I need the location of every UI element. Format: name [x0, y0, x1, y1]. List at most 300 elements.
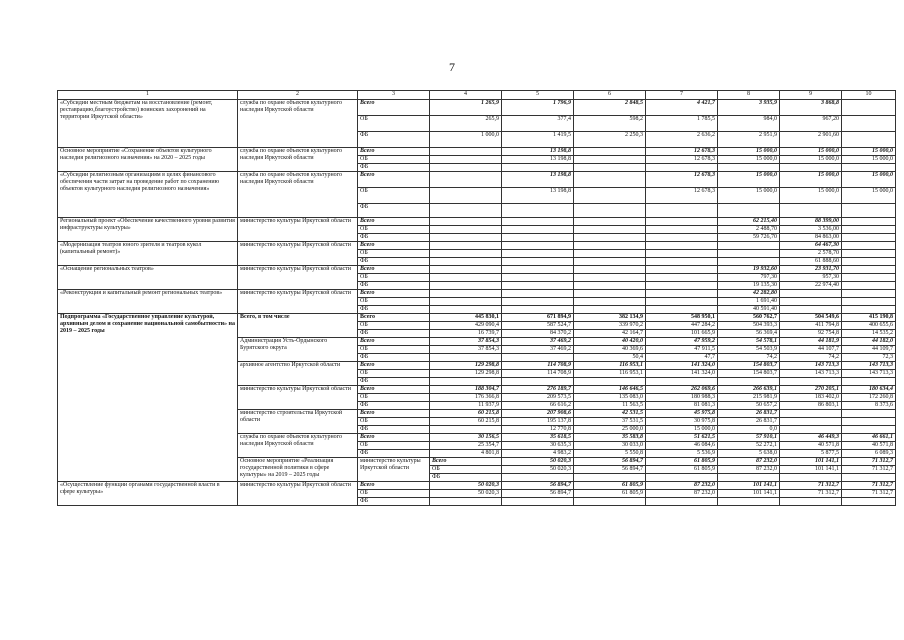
executor-cell: министерство культуры Иркутской области — [238, 266, 358, 290]
value-cell: 14 535,2 — [842, 330, 896, 338]
value-cell: 1 265,9 — [430, 100, 502, 116]
executor-cell: Администрация Усть-Ордынского Бурятского округа — [238, 338, 358, 362]
item-name-cell: «Осуществление функции органами государственной власти в сфере культуры» — [58, 482, 238, 506]
value-cell: 71 312,7 — [842, 490, 896, 498]
value-cell — [646, 226, 718, 234]
value-cell — [430, 226, 502, 234]
value-cell: 13 198,8 — [502, 156, 574, 164]
value-cell — [574, 156, 646, 164]
value-cell — [502, 250, 574, 258]
table-body — [58, 91, 896, 506]
value-cell: 46 084,6 — [646, 442, 718, 450]
value-cell: 797,30 — [718, 274, 780, 282]
value-cell — [718, 378, 780, 386]
value-cell — [430, 306, 502, 314]
value-cell: 429 090,4 — [430, 322, 502, 330]
value-cell: 504 393,3 — [718, 322, 780, 330]
value-cell: 15 000,0 — [718, 148, 780, 156]
value-cell — [646, 274, 718, 282]
value-cell: 47 911,5 — [646, 346, 718, 354]
value-cell — [646, 218, 718, 226]
column-number: 4 — [430, 91, 502, 100]
funding-source-cell: ОБ — [358, 442, 430, 450]
value-cell: 66 616,2 — [502, 402, 574, 410]
value-cell: 114 708,9 — [502, 370, 574, 378]
value-cell: 447 284,2 — [646, 322, 718, 330]
value-cell: 47 959,2 — [646, 338, 718, 346]
value-cell — [842, 234, 896, 242]
value-cell: 60 215,8 — [430, 418, 502, 426]
item-name-cell: «Реконструкция и капитальный ремонт региональных театров» — [58, 290, 238, 314]
value-cell: 154 803,7 — [718, 362, 780, 370]
value-cell: 188 304,7 — [430, 386, 502, 394]
value-cell — [502, 298, 574, 306]
value-cell — [430, 426, 502, 434]
value-cell — [718, 498, 780, 506]
value-cell: 42 531,5 — [574, 410, 646, 418]
value-cell — [502, 306, 574, 314]
value-cell: 72,3 — [842, 354, 896, 362]
value-cell: 47,7 — [646, 354, 718, 362]
value-cell — [646, 258, 718, 266]
value-cell — [574, 148, 646, 156]
value-cell: 11 563,5 — [574, 402, 646, 410]
item-name-cell: Основное мероприятие «Сохранение объектов культурного наследия религиозного назначения» на 2020 – 2025 годы — [58, 148, 238, 172]
value-cell: 15 000,0 — [780, 172, 842, 188]
value-cell — [574, 266, 646, 274]
value-cell: 50 020,3 — [430, 482, 502, 490]
value-cell: 2 636,2 — [646, 132, 718, 148]
value-cell — [430, 148, 502, 156]
value-cell: 143 713,3 — [780, 362, 842, 370]
funding-source-cell: ФБ — [358, 234, 430, 242]
value-cell: 87 232,0 — [646, 482, 718, 490]
value-cell: 12 678,3 — [646, 172, 718, 188]
funding-source-cell: Всего — [358, 242, 430, 250]
value-cell — [842, 258, 896, 266]
value-cell: 5 536,9 — [646, 450, 718, 458]
value-cell: 64 467,30 — [780, 242, 842, 250]
value-cell: 13 198,8 — [502, 188, 574, 204]
value-cell — [430, 498, 502, 506]
executor-cell: служба по охране объектов культурного наследия Иркутской области — [238, 172, 358, 218]
value-cell: 2 951,9 — [718, 132, 780, 148]
value-cell — [842, 418, 896, 426]
value-cell: 377,4 — [502, 116, 574, 132]
value-cell: 8 373,6 — [842, 402, 896, 410]
value-cell — [718, 164, 780, 172]
value-cell: 30 635,3 — [502, 442, 574, 450]
value-cell — [842, 132, 896, 148]
column-number: 10 — [842, 91, 896, 100]
column-number: 7 — [646, 91, 718, 100]
value-cell: 172 260,8 — [842, 394, 896, 402]
value-cell: 548 950,1 — [646, 314, 718, 322]
funding-source-cell: ОБ — [358, 274, 430, 282]
value-cell: 215 981,9 — [718, 394, 780, 402]
value-cell: 57 910,1 — [718, 434, 780, 442]
value-cell: 71 312,7 — [780, 490, 842, 498]
column-number: 3 — [358, 91, 430, 100]
value-cell — [502, 378, 574, 386]
funding-source-cell: ФБ — [358, 258, 430, 266]
value-cell: 4 801,8 — [430, 450, 502, 458]
value-cell — [780, 298, 842, 306]
value-cell: 5 550,8 — [574, 450, 646, 458]
value-cell: 116 953,1 — [574, 362, 646, 370]
item-name-cell: Региональный проект «Обеспечение качественного уровня развития инфраструктуры культуры» — [58, 218, 238, 242]
value-cell: 1 000,0 — [430, 132, 502, 148]
value-cell: 61 805,9 — [574, 482, 646, 490]
value-cell: 101 141,1 — [718, 482, 780, 490]
value-cell — [646, 266, 718, 274]
value-cell — [502, 290, 574, 298]
value-cell: 22 974,40 — [780, 282, 842, 290]
value-cell: 15 000,0 — [842, 172, 896, 188]
funding-source-cell: ОБ — [358, 250, 430, 258]
executor-cell: Всего, в том числе — [238, 314, 358, 338]
value-cell — [842, 164, 896, 172]
table-row — [58, 218, 896, 226]
value-cell — [430, 282, 502, 290]
value-cell: 92 754,8 — [780, 330, 842, 338]
value-cell: 957,30 — [780, 274, 842, 282]
value-cell: 87 232,0 — [646, 490, 718, 498]
funding-source-cell: ОБ — [358, 490, 430, 498]
value-cell — [430, 258, 502, 266]
funding-source-cell: ОБ — [358, 226, 430, 234]
funding-source-cell: ФБ — [358, 354, 430, 362]
value-cell: 26 831,7 — [718, 410, 780, 418]
value-cell: 15 000,0 — [646, 426, 718, 434]
value-cell: 25 354,7 — [430, 442, 502, 450]
value-cell: 44 109,7 — [842, 346, 896, 354]
funding-source-cell: Всего — [358, 386, 430, 394]
funding-source-cell: ФБ — [358, 282, 430, 290]
value-cell: 339 970,2 — [574, 322, 646, 330]
value-cell — [574, 474, 646, 482]
value-cell — [502, 204, 574, 218]
value-cell — [780, 418, 842, 426]
value-cell: 30 156,5 — [430, 434, 502, 442]
value-cell: 984,0 — [718, 116, 780, 132]
table-row — [58, 314, 896, 322]
value-cell: 12 770,8 — [502, 426, 574, 434]
funding-source-cell: ОБ — [358, 394, 430, 402]
value-cell — [842, 290, 896, 298]
funding-source-cell: ФБ — [358, 164, 430, 172]
value-cell — [646, 234, 718, 242]
value-cell — [842, 298, 896, 306]
value-cell — [430, 354, 502, 362]
value-cell — [502, 218, 574, 226]
value-cell: 3 536,00 — [780, 226, 842, 234]
value-cell: 87 232,0 — [718, 466, 780, 474]
value-cell — [430, 250, 502, 258]
value-cell — [574, 204, 646, 218]
value-cell: 37 469,2 — [502, 346, 574, 354]
value-cell: 598,2 — [574, 116, 646, 132]
value-cell: 52 272,1 — [718, 442, 780, 450]
value-cell — [842, 378, 896, 386]
table-row — [58, 482, 896, 490]
value-cell — [574, 282, 646, 290]
value-cell: 143 713,3 — [842, 370, 896, 378]
value-cell: 42 282,80 — [718, 290, 780, 298]
value-cell: 270 205,1 — [780, 386, 842, 394]
value-cell — [574, 306, 646, 314]
value-cell — [646, 290, 718, 298]
value-cell — [502, 274, 574, 282]
value-cell: 26 831,7 — [718, 418, 780, 426]
value-cell: 6 089,3 — [842, 450, 896, 458]
value-cell: 71 312,7 — [842, 482, 896, 490]
value-cell: 54 578,1 — [718, 338, 780, 346]
value-cell — [502, 258, 574, 266]
value-cell — [574, 172, 646, 188]
executor-cell: министерство культуры Иркутской области — [238, 290, 358, 314]
value-cell: 84 370,2 — [502, 330, 574, 338]
funding-source-cell: ОБ — [358, 418, 430, 426]
value-cell — [842, 306, 896, 314]
value-cell: 23 931,70 — [780, 266, 842, 274]
value-cell: 12 678,3 — [646, 156, 718, 164]
value-cell — [842, 274, 896, 282]
value-cell: 116 953,1 — [574, 370, 646, 378]
executor-cell: министерство культуры Иркутской области — [358, 458, 430, 482]
value-cell: 54 503,9 — [718, 346, 780, 354]
value-cell: 15 000,0 — [842, 188, 896, 204]
value-cell — [842, 218, 896, 226]
item-name-cell: Подпрограмма «Государственное управление культурой, архивным делом и сохранение национальной самобытности» на 2019 – 2025 годы — [58, 314, 238, 482]
value-cell: 56 894,7 — [502, 490, 574, 498]
value-cell: 143 713,3 — [780, 370, 842, 378]
value-cell: 46 449,3 — [780, 434, 842, 442]
executor-cell: служба по охране объектов культурного наследия Иркутской области — [238, 434, 358, 458]
value-cell: 129 298,8 — [430, 370, 502, 378]
funding-source-cell: ФБ — [430, 474, 502, 482]
funding-source-cell: ОБ — [358, 156, 430, 164]
value-cell: 15 000,0 — [718, 188, 780, 204]
value-cell — [780, 426, 842, 434]
value-cell — [646, 498, 718, 506]
value-cell: 44 182,0 — [842, 338, 896, 346]
value-cell: 50,4 — [574, 354, 646, 362]
executor-cell: министерство культуры Иркутской области — [238, 218, 358, 242]
value-cell — [574, 242, 646, 250]
value-cell — [430, 204, 502, 218]
value-cell — [574, 290, 646, 298]
table-row — [58, 242, 896, 250]
value-cell — [430, 274, 502, 282]
value-cell: 44 107,7 — [780, 346, 842, 354]
funding-source-cell: ОБ — [358, 346, 430, 354]
value-cell — [718, 258, 780, 266]
value-cell: 40 571,8 — [842, 442, 896, 450]
value-cell: 411 794,8 — [780, 322, 842, 330]
funding-source-cell: Всего — [358, 290, 430, 298]
value-cell: 15 000,0 — [842, 148, 896, 156]
item-name-cell: «Субсидии религиозным организациям в целях финансового обеспечения части затрат на проведение работ по сохранению объектов культурного наследия религиозного назначения» — [58, 172, 238, 218]
value-cell — [646, 282, 718, 290]
value-cell: 4 421,7 — [646, 100, 718, 116]
value-cell: 195 137,8 — [502, 418, 574, 426]
value-cell: 25 000,0 — [574, 426, 646, 434]
value-cell — [574, 274, 646, 282]
value-cell: 382 134,9 — [574, 314, 646, 322]
value-cell — [430, 156, 502, 164]
value-cell: 143 713,3 — [842, 362, 896, 370]
value-cell — [430, 172, 502, 188]
value-cell: 967,20 — [780, 116, 842, 132]
value-cell: 37 854,3 — [430, 338, 502, 346]
column-number-row — [58, 91, 896, 100]
value-cell: 15 000,0 — [842, 156, 896, 164]
value-cell — [430, 378, 502, 386]
value-cell: 87 232,0 — [718, 458, 780, 466]
value-cell: 445 830,1 — [430, 314, 502, 322]
funding-source-cell: ФБ — [358, 132, 430, 148]
value-cell: 61 805,9 — [646, 458, 718, 466]
value-cell: 15 000,0 — [780, 148, 842, 156]
funding-source-cell: Всего — [358, 338, 430, 346]
value-cell: 56 894,7 — [574, 466, 646, 474]
value-cell: 50 020,3 — [430, 490, 502, 498]
value-cell — [502, 242, 574, 250]
funding-source-cell: ОБ — [358, 370, 430, 378]
value-cell: 265,9 — [430, 116, 502, 132]
value-cell: 42 164,7 — [574, 330, 646, 338]
value-cell: 266 639,1 — [718, 386, 780, 394]
executor-cell: архивное агентство Иркутской области — [238, 362, 358, 386]
value-cell — [718, 242, 780, 250]
value-cell: 86 803,1 — [780, 402, 842, 410]
value-cell — [842, 226, 896, 234]
value-cell — [502, 282, 574, 290]
value-cell — [430, 290, 502, 298]
value-cell: 5 877,5 — [780, 450, 842, 458]
value-cell: 2 578,70 — [780, 250, 842, 258]
value-cell: 40 420,0 — [574, 338, 646, 346]
value-cell — [574, 226, 646, 234]
value-cell: 101 141,1 — [780, 466, 842, 474]
value-cell: 114 708,9 — [502, 362, 574, 370]
value-cell: 209 573,5 — [502, 394, 574, 402]
value-cell — [646, 306, 718, 314]
value-cell: 5 638,0 — [718, 450, 780, 458]
value-cell: 262 069,6 — [646, 386, 718, 394]
value-cell — [780, 410, 842, 418]
value-cell: 11 937,9 — [430, 402, 502, 410]
value-cell: 37 854,3 — [430, 346, 502, 354]
value-cell — [842, 498, 896, 506]
funding-source-cell: Всего — [358, 434, 430, 442]
value-cell: 37 531,5 — [574, 418, 646, 426]
funding-source-cell: ФБ — [358, 378, 430, 386]
value-cell: 180 634,4 — [842, 386, 896, 394]
value-cell: 4 983,2 — [502, 450, 574, 458]
funding-source-cell: ФБ — [358, 450, 430, 458]
value-cell — [842, 410, 896, 418]
value-cell — [842, 116, 896, 132]
value-cell: 40 571,8 — [780, 442, 842, 450]
page-number: 7 — [449, 60, 455, 74]
value-cell: 56 894,7 — [502, 482, 574, 490]
funding-source-cell: ФБ — [358, 204, 430, 218]
value-cell: 415 190,8 — [842, 314, 896, 322]
value-cell: 81 081,3 — [646, 402, 718, 410]
value-cell — [574, 498, 646, 506]
value-cell: 71 312,7 — [780, 482, 842, 490]
funding-source-cell: Всего — [358, 362, 430, 370]
value-cell: 2 901,60 — [780, 132, 842, 148]
value-cell — [502, 164, 574, 172]
value-cell — [430, 188, 502, 204]
value-cell — [430, 234, 502, 242]
value-cell: 35 583,8 — [574, 434, 646, 442]
value-cell: 400 655,6 — [842, 322, 896, 330]
value-cell — [502, 354, 574, 362]
funding-source-cell: Всего — [358, 482, 430, 490]
executor-cell: министерство строительства Иркутской области — [238, 410, 358, 434]
funding-source-cell: Всего — [358, 148, 430, 156]
value-cell: 50 020,3 — [502, 466, 574, 474]
value-cell: 2 848,5 — [574, 100, 646, 116]
value-cell: 60 215,8 — [430, 410, 502, 418]
value-cell: 12 678,3 — [646, 188, 718, 204]
value-cell: 30 975,8 — [646, 418, 718, 426]
value-cell: 61 805,9 — [646, 466, 718, 474]
funding-source-cell: Всего — [358, 410, 430, 418]
value-cell — [842, 100, 896, 116]
value-cell — [842, 250, 896, 258]
value-cell — [646, 164, 718, 172]
value-cell: 59 726,70 — [718, 234, 780, 242]
value-cell — [574, 250, 646, 258]
value-cell — [780, 498, 842, 506]
value-cell: 560 762,7 — [718, 314, 780, 322]
value-cell — [780, 204, 842, 218]
value-cell — [430, 242, 502, 250]
value-cell: 16 739,7 — [430, 330, 502, 338]
column-number: 6 — [574, 91, 646, 100]
item-name-cell: «Субсидии местным бюджетам на восстановление (ремонт, реставрацию,благоустройство) воинских захоронений на территории Иркутской области» — [58, 100, 238, 148]
value-cell: 671 894,9 — [502, 314, 574, 322]
value-cell — [502, 498, 574, 506]
value-cell — [574, 258, 646, 266]
value-cell — [502, 234, 574, 242]
table-row — [58, 266, 896, 274]
value-cell — [718, 474, 780, 482]
value-cell: 141 324,0 — [646, 362, 718, 370]
funding-source-cell: ОБ — [430, 466, 502, 474]
value-cell — [842, 242, 896, 250]
value-cell — [574, 378, 646, 386]
column-number: 9 — [780, 91, 842, 100]
value-cell: 35 618,5 — [502, 434, 574, 442]
value-cell: 180 988,3 — [646, 394, 718, 402]
value-cell — [502, 474, 574, 482]
value-cell — [780, 474, 842, 482]
funding-source-cell: ОБ — [358, 188, 430, 204]
funding-source-cell: ФБ — [358, 426, 430, 434]
value-cell: 101 141,1 — [718, 490, 780, 498]
value-cell: 129 298,8 — [430, 362, 502, 370]
value-cell: 71 312,7 — [842, 466, 896, 474]
table-row — [58, 290, 896, 298]
value-cell: 154 803,7 — [718, 370, 780, 378]
value-cell: 50 657,2 — [718, 402, 780, 410]
